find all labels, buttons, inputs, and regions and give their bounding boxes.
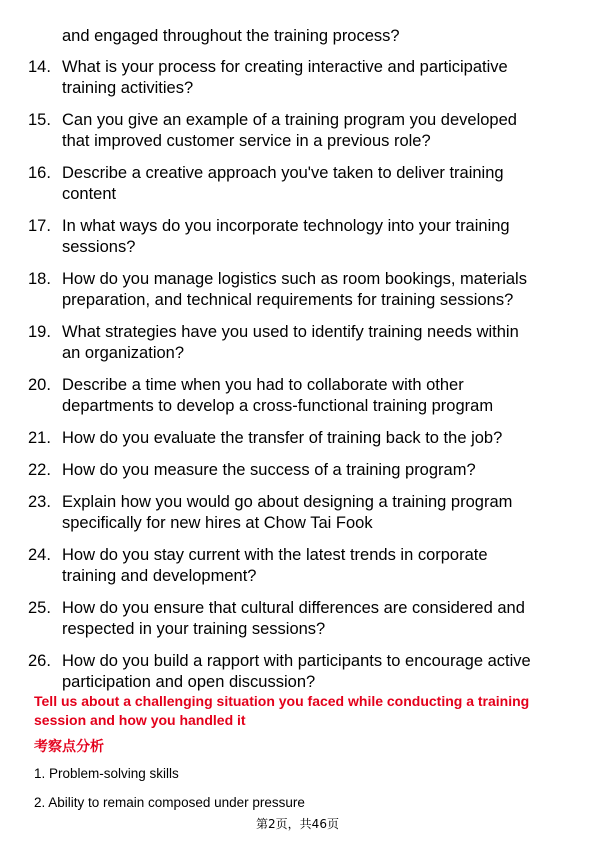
question-number: 24. <box>28 546 51 564</box>
question-text <box>62 651 562 693</box>
question-number: 26. <box>28 652 51 670</box>
question-item <box>0 651 595 693</box>
question-line: preparation, and technical requirements for training sessions? <box>62 291 514 309</box>
page-footer: 第2页，共46页 <box>256 817 339 831</box>
question-line: participation and open discussion? <box>62 673 316 691</box>
question-item <box>0 57 595 99</box>
question-number: 23. <box>28 493 51 511</box>
question-line: training and development? <box>62 567 257 585</box>
section-heading <box>34 692 529 730</box>
question-text <box>62 322 562 364</box>
question-line: What is your process for creating interactive and participative <box>62 58 508 76</box>
question-line: In what ways do you incorporate technology into your training <box>62 217 510 235</box>
question-line: content <box>62 185 117 203</box>
question-line: Describe a creative approach you've taken to deliver training <box>62 164 504 182</box>
section-heading-line: Tell us about a challenging situation you faced while conducting a training <box>34 693 530 709</box>
question-line: How do you evaluate the transfer of training back to the job? <box>62 429 503 447</box>
question-item <box>0 428 595 449</box>
analysis-point: 1. Problem-solving skills <box>34 766 179 781</box>
question-text <box>62 428 562 449</box>
question-item <box>0 598 595 640</box>
question-item <box>0 460 595 481</box>
question-item <box>0 492 595 534</box>
question-text <box>62 163 562 205</box>
analysis-subheading: 考察点分析 <box>34 739 104 755</box>
question-number: 16. <box>28 164 51 182</box>
question-number: 25. <box>28 599 51 617</box>
question-line: an organization? <box>62 344 185 362</box>
question-line: specifically for new hires at Chow Tai Fook <box>62 514 373 532</box>
question-item <box>0 545 595 587</box>
question-text <box>62 375 562 417</box>
question-text <box>62 216 562 258</box>
question-line: How do you stay current with the latest trends in corporate <box>62 546 488 564</box>
question-line: How do you measure the success of a training program? <box>62 461 476 479</box>
question-list <box>0 57 595 704</box>
question-text <box>62 57 562 99</box>
question-text <box>62 269 562 311</box>
question-number: 20. <box>28 376 51 394</box>
question-line: How do you build a rapport with participants to encourage active <box>62 652 531 670</box>
section-heading-line: session and how you handled it <box>34 712 246 728</box>
question-item <box>0 269 595 311</box>
continuation-text: and engaged throughout the training process? <box>62 27 400 45</box>
question-number: 15. <box>28 111 51 129</box>
question-line: Explain how you would go about designing a training program <box>62 493 513 511</box>
question-text <box>62 110 562 152</box>
question-text <box>62 492 562 534</box>
question-item <box>0 322 595 364</box>
question-line: Describe a time when you had to collaborate with other <box>62 376 464 394</box>
question-line: How do you ensure that cultural differences are considered and <box>62 599 525 617</box>
question-number: 19. <box>28 323 51 341</box>
question-item <box>0 216 595 258</box>
question-line: Can you give an example of a training program you developed <box>62 111 517 129</box>
question-line: sessions? <box>62 238 136 256</box>
question-line: training activities? <box>62 79 194 97</box>
question-item <box>0 375 595 417</box>
question-item <box>0 110 595 152</box>
question-line: What strategies have you used to identify training needs within <box>62 323 519 341</box>
question-number: 14. <box>28 58 51 76</box>
question-number: 17. <box>28 217 51 235</box>
question-text <box>62 460 562 481</box>
question-number: 18. <box>28 270 51 288</box>
question-item <box>0 163 595 205</box>
question-text <box>62 598 562 640</box>
question-line: departments to develop a cross-functional training program <box>62 397 494 415</box>
question-number: 21. <box>28 429 51 447</box>
question-number: 22. <box>28 461 51 479</box>
analysis-point: 2. Ability to remain composed under pressure <box>34 795 305 810</box>
question-text <box>62 545 562 587</box>
question-line: respected in your training sessions? <box>62 620 326 638</box>
question-line: that improved customer service in a previous role? <box>62 132 431 150</box>
question-line: How do you manage logistics such as room bookings, materials <box>62 270 527 288</box>
